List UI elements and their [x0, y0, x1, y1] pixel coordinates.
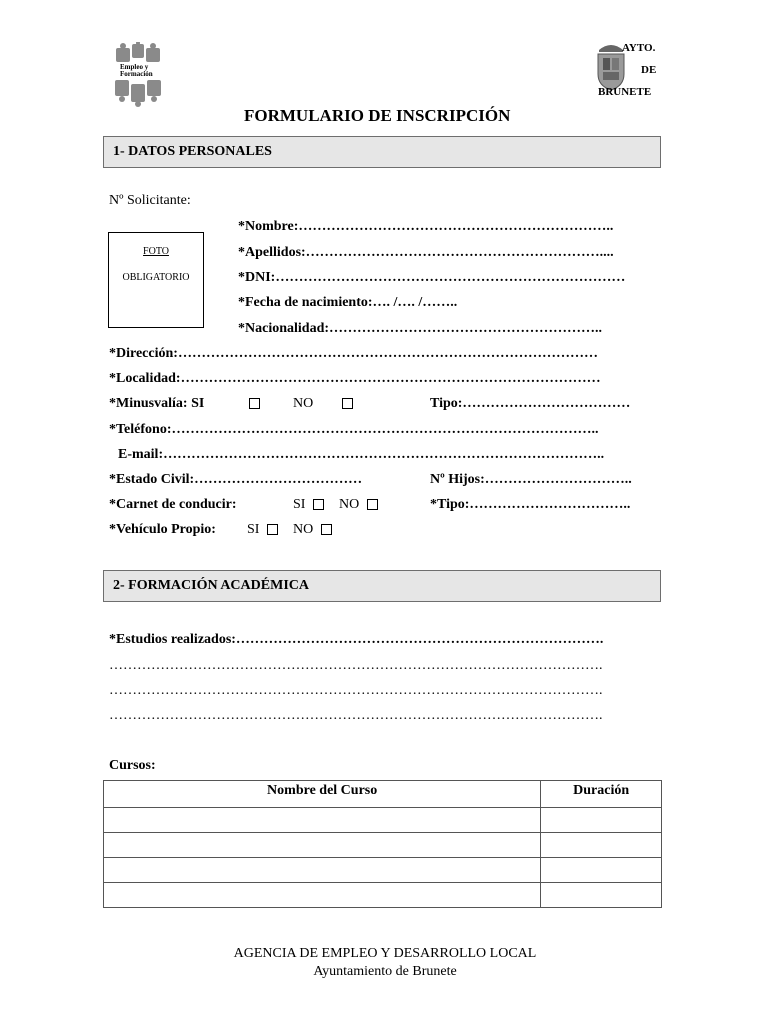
course-name-cell[interactable]: [104, 808, 541, 833]
nombre-field[interactable]: *Nombre:…………………………………………………………..: [238, 219, 614, 234]
logo-left-line1: Empleo y: [120, 63, 149, 71]
fecha-nacimiento-field[interactable]: *Fecha de nacimiento:…. /…. /……..: [238, 295, 458, 310]
course-name-cell[interactable]: [104, 883, 541, 908]
course-duration-cell[interactable]: [541, 858, 662, 883]
table-row: [104, 808, 662, 833]
vehiculo-label: *Vehículo Propio:: [109, 522, 216, 537]
footer-ayuntamiento: Ayuntamiento de Brunete: [313, 964, 457, 979]
solicitante-label: Nº Solicitante:: [109, 193, 191, 208]
vehiculo-si-label: SI: [247, 522, 260, 537]
ayto-text-3: BRUNETE: [598, 86, 652, 98]
localidad-field[interactable]: *Localidad:………………………………………………………………………………: [109, 371, 601, 386]
direccion-field[interactable]: *Dirección:………………………………………………………………………………: [109, 346, 598, 361]
logo-left-line2: Formación: [120, 70, 153, 78]
email-field[interactable]: E-mail:…………………………………………………………………………………..: [118, 447, 605, 462]
photo-required-label: OBLIGATORIO: [122, 272, 190, 283]
minusvalia-label: *Minusvalía: SI: [109, 396, 205, 411]
section-datos-personales: [103, 136, 661, 168]
carnet-no-label: NO: [339, 497, 360, 512]
course-name-cell[interactable]: [104, 833, 541, 858]
carnet-si-label: SI: [293, 497, 306, 512]
telefono-field[interactable]: *Teléfono:………………………………………………………………………………..: [109, 422, 599, 437]
minusvalia-si-checkbox[interactable]: [249, 398, 260, 409]
estudios-line-3[interactable]: …………………………………………………………………………………………….: [109, 683, 603, 698]
course-duration-cell[interactable]: [541, 833, 662, 858]
table-row: [104, 833, 662, 858]
carnet-no-checkbox[interactable]: [367, 499, 378, 510]
carnet-label: *Carnet de conducir:: [109, 497, 237, 512]
cursos-label: Cursos:: [109, 758, 156, 773]
carnet-tipo-field[interactable]: *Tipo:……………………………..: [430, 497, 631, 512]
minusvalia-tipo-field[interactable]: Tipo:………………………………: [430, 396, 631, 411]
table-header-row: [104, 781, 662, 808]
photo-label: FOTO: [143, 246, 169, 257]
course-name-cell[interactable]: [104, 858, 541, 883]
carnet-si-checkbox[interactable]: [313, 499, 324, 510]
ayto-text-2: DE: [641, 64, 657, 76]
apellidos-field[interactable]: *Apellidos:………………………………………………………....: [238, 245, 614, 260]
hijos-field[interactable]: Nº Hijos:…………………………..: [430, 472, 632, 487]
minusvalia-no-label: NO: [293, 396, 314, 411]
estudios-field[interactable]: *Estudios realizados:…………………………………………………………………….: [109, 632, 604, 647]
dni-field[interactable]: *DNI:…………………………………………………………………: [238, 270, 626, 285]
course-duration-cell[interactable]: [541, 808, 662, 833]
section-formacion-academica: [103, 570, 661, 602]
nacionalidad-field[interactable]: *Nacionalidad:…………………………………………………..: [238, 321, 603, 336]
vehiculo-no-checkbox[interactable]: [321, 524, 332, 535]
photo-box[interactable]: [108, 232, 204, 328]
vehiculo-si-checkbox[interactable]: [267, 524, 278, 535]
course-duration-cell[interactable]: [541, 883, 662, 908]
footer-agency: AGENCIA DE EMPLEO Y DESARROLLO LOCAL: [233, 946, 537, 961]
ayto-text-1: AYTO.: [622, 42, 656, 54]
section-1-title: 1- DATOS PERSONALES: [113, 144, 272, 159]
table-row: [104, 858, 662, 883]
courses-table: [103, 780, 662, 908]
empleo-formacion-logo: [112, 42, 164, 108]
estado-civil-field[interactable]: *Estado Civil:………………………………: [109, 472, 363, 487]
table-row: [104, 883, 662, 908]
vehiculo-no-label: NO: [293, 522, 314, 537]
estudios-line-4[interactable]: …………………………………………………………………………………………….: [109, 708, 603, 723]
minusvalia-no-checkbox[interactable]: [342, 398, 353, 409]
page-title: FORMULARIO DE INSCRIPCIÓN: [244, 106, 511, 125]
col-nombre-curso: Nombre del Curso: [104, 781, 541, 808]
section-2-title: 2- FORMACIÓN ACADÉMICA: [113, 578, 309, 593]
col-duracion: Duración: [541, 781, 662, 808]
estudios-line-2[interactable]: …………………………………………………………………………………………….: [109, 658, 603, 673]
